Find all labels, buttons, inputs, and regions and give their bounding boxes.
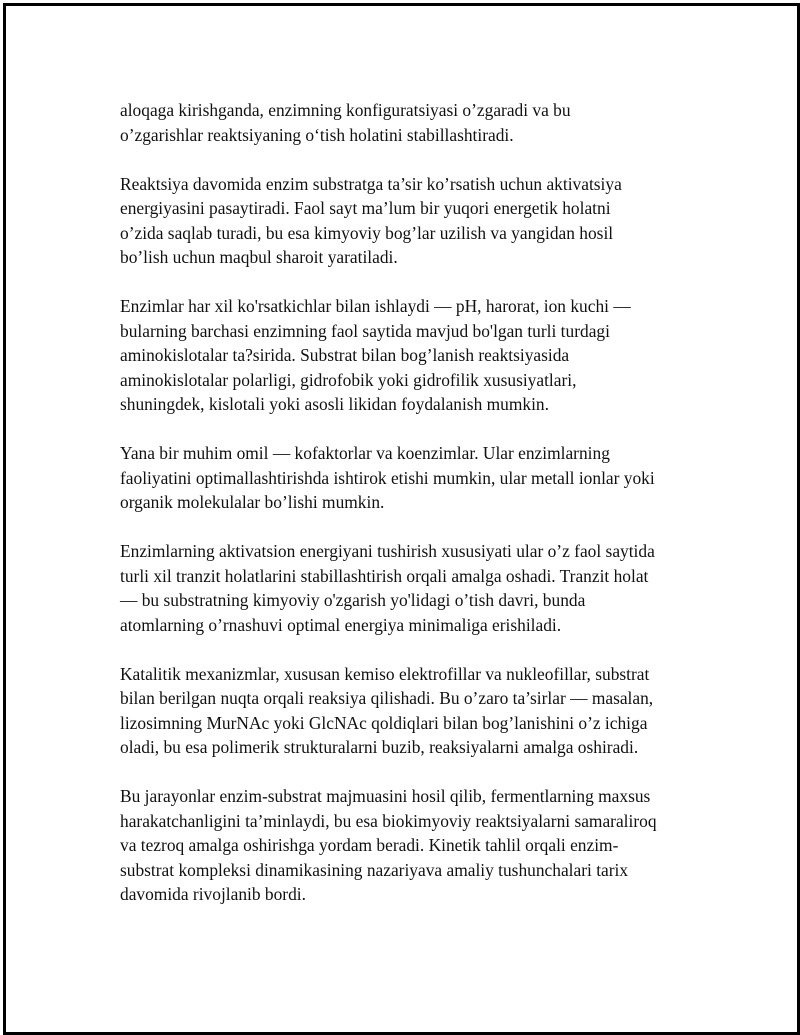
text-line: va tezroq amalga oshirishga yordam beradi. Kinetik tahlil orqali enzim- [120, 835, 619, 855]
text-line: Yana bir muhim omil — kofaktorlar va koenzimlar. Ular enzimlarning [120, 443, 610, 463]
text-line: — bu substratning kimyoviy o'zgarish yo'lidagi o’tish davri, bunda [120, 590, 586, 610]
text-line: aminokislotalar ta?sirida. Substrat bilan bog’lanish reaktsiyasida [120, 345, 570, 365]
text-line: Enzimlar har xil ko'rsatkichlar bilan ishlaydi — pH, harorat, ion kuchi — [120, 296, 631, 316]
text-line: Katalitik mexanizmlar, xususan kemiso elektrofillar va nukleofillar, substrat [120, 663, 650, 684]
text-line: bularning barchasi enzimning faol saytida mavjud bo'lgan turli turdagi [120, 320, 610, 341]
text-line: harakatchanligini ta’minlaydi, bu esa biokimyoviy reaktsiyalarni samaraliroq [120, 810, 657, 831]
paragraph-6 [120, 662, 700, 760]
page-frame [3, 3, 800, 1035]
document-body [120, 98, 700, 931]
text-line: oladi, bu esa polimerik strukturalarni buzib, reaksiyalarni amalga oshiradi. [120, 737, 639, 757]
text-line: turli xil tranzit holatlarini stabillashtirish orqali amalga oshadi. Tranzit holat [120, 565, 649, 586]
paragraph-4 [120, 441, 700, 515]
paragraph-2 [120, 172, 700, 270]
text-line: o’zida saqlab turadi, bu esa kimyoviy bog’lar uzilish va yangidan hosil [120, 222, 614, 243]
text-line: aminokislotalar polarligi, gidrofobik yoki gidrofilik xususiyatlari, [120, 369, 577, 390]
text-line: bo’lish uchun maqbul sharoit yaratiladi. [120, 247, 398, 267]
text-line: aloqaga kirishganda, enzimning konfiguratsiyasi o’zgaradi va bu [120, 100, 571, 120]
text-line: Enzimlarning aktivatsion energiyani tushirish xususiyati ular o’z faol saytida [120, 541, 655, 561]
paragraph-1 [120, 98, 700, 147]
text-line: lizosimning MurNAc yoki GlcNAc qoldiqlari bilan bog’lanishini o’z ichiga [120, 712, 648, 733]
text-line: substrat kompleksi dinamikasining nazariyava amaliy tushunchalari tarix [120, 859, 629, 880]
text-line: faoliyatini optimallashtirishda ishtirok etishi mumkin, ular metall ionlar yoki [120, 467, 655, 488]
text-line: bilan berilgan nuqta orqali reaksiya qilishadi. Bu o’zaro ta’sirlar — masalan, [120, 688, 654, 708]
paragraph-3 [120, 294, 700, 417]
text-line: shuningdek, kislotali yoki asosli likidan foydalanish mumkin. [120, 394, 549, 414]
text-line: organik molekulalar bo’lishi mumkin. [120, 492, 385, 512]
paragraph-5 [120, 539, 700, 637]
text-line: o’zgarishlar reaktsiyaning oʻtish holatini stabillashtiradi. [120, 124, 514, 145]
text-line: davomida rivojlanib bordi. [120, 884, 306, 904]
text-line: energiyasini pasaytiradi. Faol sayt ma’lum bir yuqori energetik holatni [120, 198, 611, 218]
text-line: Reaktsiya davomida enzim substratga ta’sir ko’rsatish uchun aktivatsiya [120, 173, 622, 194]
text-line: Bu jarayonlar enzim-substrat majmuasini hosil qilib, fermentlarning maxsus [120, 786, 651, 806]
paragraph-7 [120, 784, 700, 907]
text-line: atomlarning o’rnashuvi optimal energiya minimaliga erishiladi. [120, 614, 562, 635]
